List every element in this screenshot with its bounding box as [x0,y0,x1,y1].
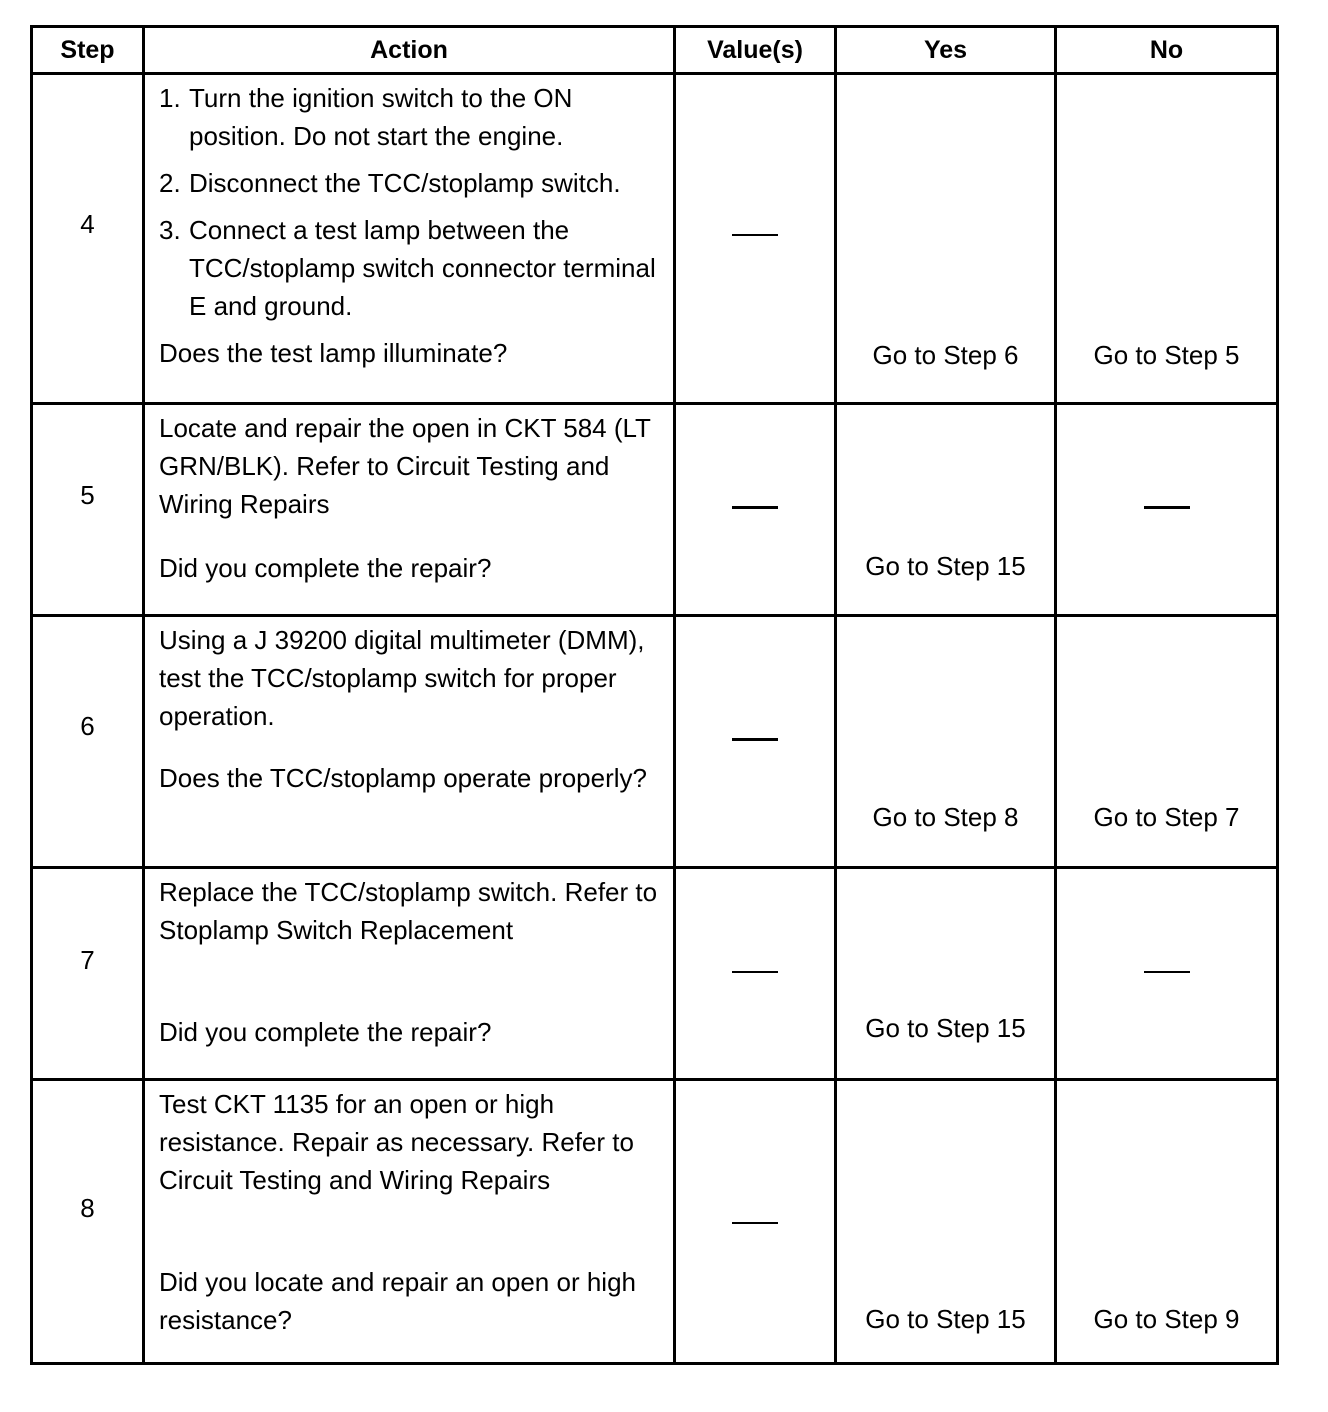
step-cell [32,1080,144,1364]
header-yes: Yes [836,27,1056,74]
value-cell [675,1080,836,1364]
value-dash [732,971,778,973]
action-cell [144,1080,675,1364]
action-question: Does the test lamp illuminate? [159,338,508,368]
no-result: Go to Step 9 [1093,1304,1240,1334]
action-instruction: Using a J 39200 digital multimeter (DMM), test the TCC/stoplamp switch for proper operation. [159,625,645,731]
value-dash [732,738,778,741]
value-cell [675,74,836,404]
action-question: Did you complete the repair? [159,1017,492,1047]
no-cell [1056,868,1278,1080]
yes-result: Go to Step 15 [865,1304,1026,1334]
yes-cell [836,404,1056,616]
yes-result: Go to Step 8 [872,802,1019,832]
yes-result: Go to Step 6 [872,340,1019,370]
table-row-step-8 [32,1080,1278,1364]
diagnostic-table [30,25,1279,1365]
value-dash [732,234,778,236]
header-step: Step [32,27,144,74]
header-action: Action [144,27,675,74]
action-instruction: Replace the TCC/stoplamp switch. Refer to Stoplamp Switch Replacement [159,877,658,945]
table-row-step-6 [32,616,1278,868]
step-number: 5 [80,480,95,510]
action-instruction: Locate and repair the open in CKT 584 (LT GRN/BLK). Refer to Circuit Testing and Wiring Repairs [159,413,651,519]
value-cell [675,616,836,868]
step-cell [32,74,144,404]
step-cell [32,404,144,616]
yes-cell [836,1080,1056,1364]
step-cell [32,868,144,1080]
action-cell [144,74,675,404]
yes-cell [836,74,1056,404]
yes-cell [836,616,1056,868]
step-cell [32,616,144,868]
header-row [32,27,1278,74]
no-dash [1144,506,1190,509]
yes-cell [836,868,1056,1080]
value-cell [675,404,836,616]
action-cell [144,868,675,1080]
action-step-3: 3. Connect a test lamp between the TCC/stoplamp switch connector terminal E and ground. [159,215,656,321]
step-number: 4 [80,209,95,239]
action-step-2: 2. Disconnect the TCC/stoplamp switch. [159,168,621,198]
table-row-step-4 [32,74,1278,404]
action-question: Does the TCC/stoplamp operate properly? [159,763,647,793]
value-dash [732,506,778,509]
header-no: No [1056,27,1278,74]
header-values: Value(s) [675,27,836,74]
action-step-1: 1. Turn the ignition switch to the ON position. Do not start the engine. [159,83,573,151]
table-row-step-5 [32,404,1278,616]
action-cell [144,404,675,616]
action-steps [159,79,661,325]
no-cell [1056,616,1278,868]
table-row-step-7 [32,868,1278,1080]
step-number: 7 [80,945,95,975]
action-question: Did you locate and repair an open or high resistance? [159,1267,636,1335]
action-cell [144,616,675,868]
action-question: Did you complete the repair? [159,553,492,583]
no-cell [1056,74,1278,404]
step-number: 6 [80,711,95,741]
action-instruction: Test CKT 1135 for an open or high resistance. Repair as necessary. Refer to Circuit Testing and Wiring Repairs [159,1089,634,1195]
no-cell [1056,1080,1278,1364]
yes-result: Go to Step 15 [865,1013,1026,1043]
step-number: 8 [80,1193,95,1223]
yes-result: Go to Step 15 [865,551,1026,581]
no-dash [1144,971,1190,973]
no-result: Go to Step 5 [1093,340,1240,370]
value-dash [732,1222,778,1224]
value-cell [675,868,836,1080]
no-result: Go to Step 7 [1093,802,1240,832]
no-cell [1056,404,1278,616]
